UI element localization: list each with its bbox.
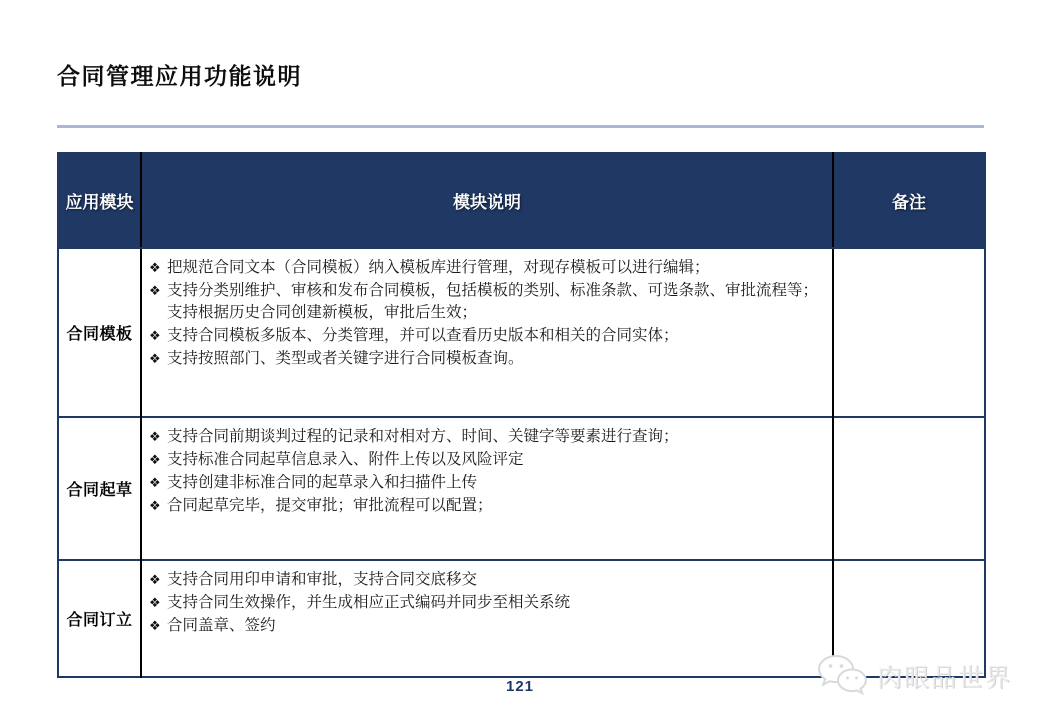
bullet-text: 支持合同生效操作，并生成相应正式编码并同步至相关系统	[167, 594, 571, 611]
diamond-bullet-icon: ❖	[149, 475, 161, 490]
diamond-bullet-icon: ❖	[149, 429, 161, 444]
page-number: 121	[505, 678, 535, 695]
table-header-row	[58, 153, 985, 248]
diamond-bullet-icon: ❖	[149, 595, 161, 610]
feature-bullet	[149, 325, 828, 347]
header-cell-description: 模块说明	[141, 153, 833, 248]
feature-bullet	[149, 592, 828, 614]
bullet-text: 支持分类别维护、审核和发布合同模板，包括模板的类别、标准条款、可选条款、审批流程等；支持根据历史合同创建新模板，审批后生效；	[167, 282, 819, 321]
diamond-bullet-icon: ❖	[149, 572, 161, 587]
diamond-bullet-icon: ❖	[149, 618, 161, 633]
diamond-bullet-icon: ❖	[149, 283, 161, 298]
bullet-text: 支持标准合同起草信息录入、附件上传以及风险评定	[167, 451, 524, 468]
bullet-text: 支持合同前期谈判过程的记录和对相对方、时间、关键字等要素进行查询；	[167, 428, 679, 445]
function-description-table	[57, 152, 986, 678]
bullet-text: 支持合同模板多版本、分类管理，并可以查看历史版本和相关的合同实体；	[167, 327, 679, 344]
description-cell	[141, 248, 833, 417]
feature-bullet	[149, 280, 828, 324]
diamond-bullet-icon: ❖	[149, 498, 161, 513]
diamond-bullet-icon: ❖	[149, 452, 161, 467]
description-cell	[141, 417, 833, 560]
module-label: 合同起草	[58, 417, 141, 560]
feature-bullet	[149, 472, 828, 494]
feature-bullet	[149, 348, 828, 370]
watermark-label: 肉眼品世界	[876, 664, 1012, 692]
module-label: 合同订立	[58, 560, 141, 677]
remark-cell	[833, 417, 985, 560]
table-row-contract-drafting	[58, 417, 985, 560]
page-title: 合同管理应用功能说明	[57, 63, 302, 89]
watermark	[815, 653, 1012, 699]
bullet-text: 支持合同用印申请和审批，支持合同交底移交	[167, 571, 478, 588]
feature-bullet	[149, 495, 828, 517]
description-cell	[141, 560, 833, 677]
diamond-bullet-icon: ❖	[149, 328, 161, 343]
bullet-text: 合同起草完毕，提交审批；审批流程可以配置；	[167, 497, 493, 514]
remark-cell	[833, 248, 985, 417]
diamond-bullet-icon: ❖	[149, 351, 161, 366]
feature-bullet	[149, 615, 828, 637]
feature-bullet	[149, 426, 828, 448]
bullet-text: 支持按照部门、类型或者关键字进行合同模板查询。	[167, 350, 524, 367]
title-divider	[57, 125, 984, 128]
bullet-text: 合同盖章、签约	[167, 617, 276, 634]
table-row-contract-template	[58, 248, 985, 417]
wechat-icon	[815, 653, 869, 699]
feature-bullet	[149, 569, 828, 591]
feature-bullet	[149, 257, 828, 279]
diamond-bullet-icon: ❖	[149, 260, 161, 275]
bullet-text: 支持创建非标准合同的起草录入和扫描件上传	[167, 474, 478, 491]
header-cell-module: 应用模块	[58, 153, 141, 248]
header-cell-remarks: 备注	[833, 153, 985, 248]
bullet-text: 把规范合同文本（合同模板）纳入模板库进行管理，对现存模板可以进行编辑；	[167, 259, 710, 276]
feature-bullet	[149, 449, 828, 471]
module-label: 合同模板	[58, 248, 141, 417]
